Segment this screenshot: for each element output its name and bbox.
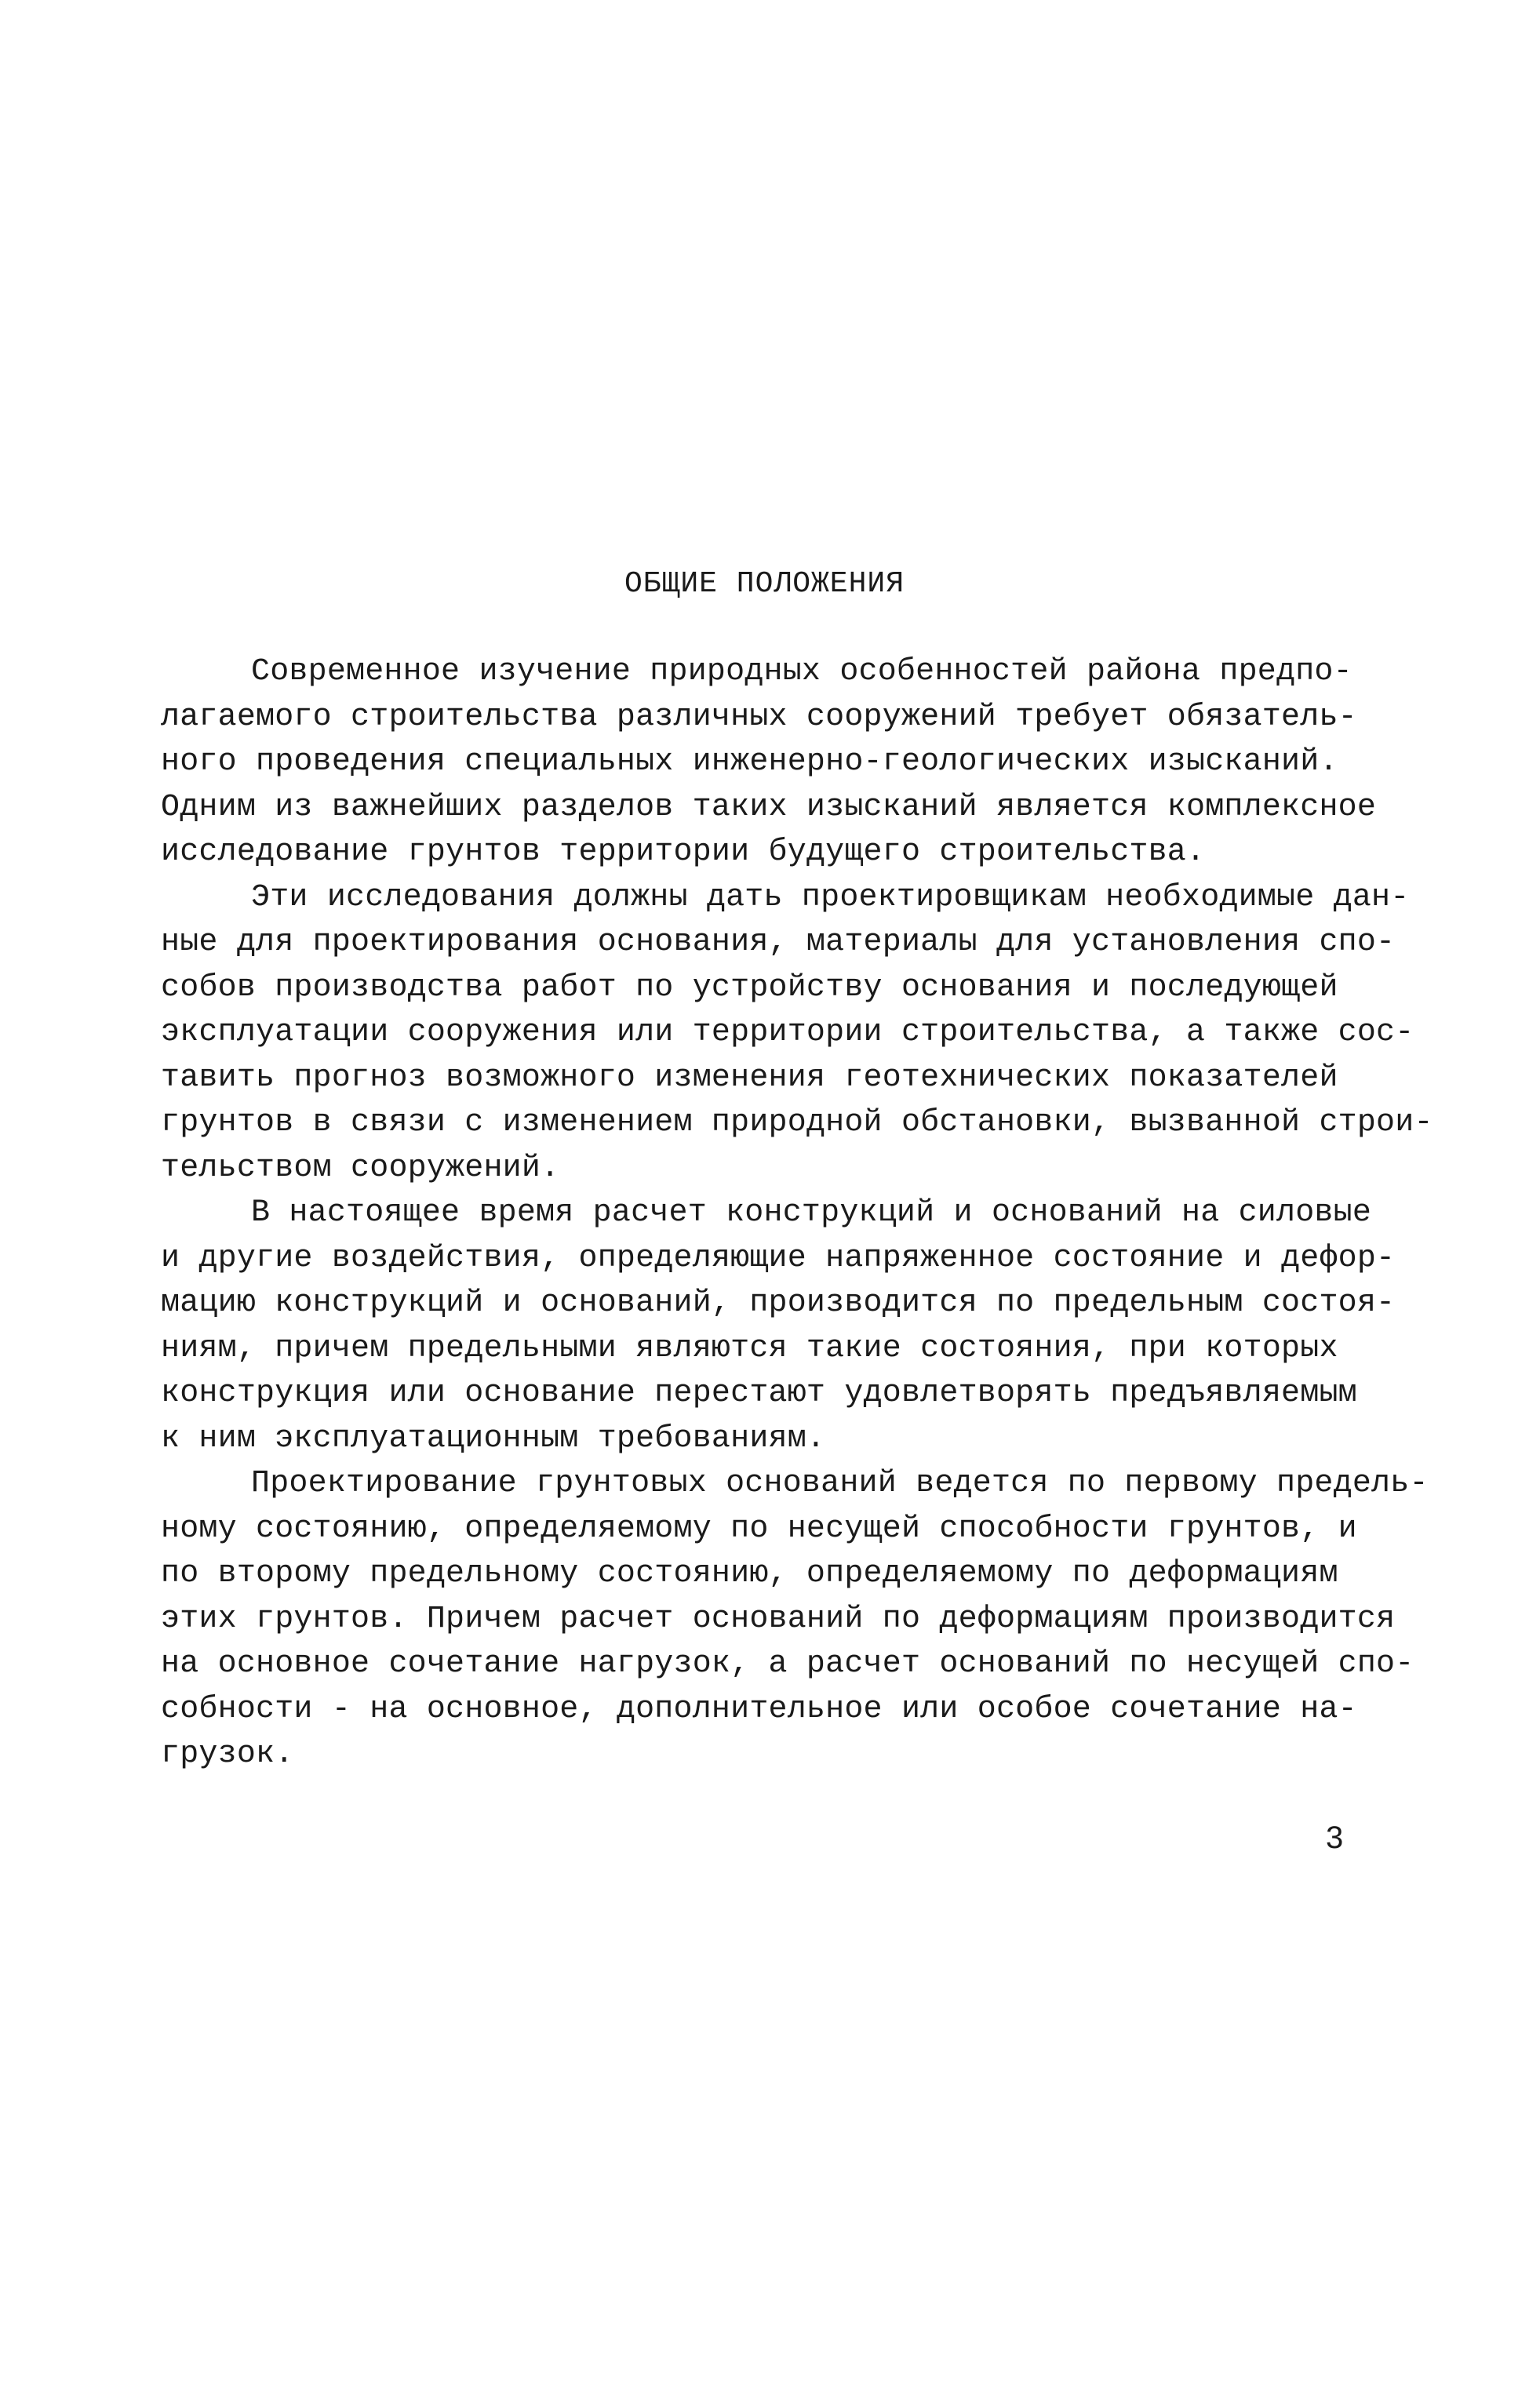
text-line: мацию конструкций и оснований, производится по предельным состоя-: [161, 1286, 1396, 1321]
text-line: В настоящее время расчет конструкций и оснований на силовые: [251, 1195, 1372, 1231]
text-line: ного проведения специальных инженерно-геологических изысканий.: [161, 744, 1338, 780]
text-line: исследование грунтов территории будущего строительства.: [161, 835, 1206, 870]
text-line: ному состоянию, определяемому по несущей способности грунтов, и: [161, 1511, 1357, 1547]
text-line: Проектирование грунтовых оснований ведется по первому предель-: [251, 1466, 1429, 1501]
body-text: [161, 649, 1433, 1777]
paragraph: [161, 649, 1385, 875]
text-line: ниям, причем предельными являются такие состояния, при которых: [161, 1330, 1338, 1366]
text-line: на основное сочетание нагрузок, а расчет оснований по несущей спо-: [161, 1646, 1414, 1682]
text-line: лагаемого строительства различных сооружений требует обязатель-: [161, 699, 1357, 735]
text-line: ные для проектирования основания, материалы для установления спо-: [161, 925, 1396, 960]
text-line: Одним из важнейших разделов таких изысканий является комплексное: [161, 789, 1377, 825]
text-line: грунтов в связи с изменением природной обстановки, вызванной строи-: [161, 1105, 1433, 1140]
paragraph: [161, 1461, 1429, 1777]
text-line: и другие воздействия, определяющие напряженное состояние и дефор-: [161, 1240, 1396, 1276]
text-line: конструкция или основание перестают удовлетворять предъявляемым: [161, 1376, 1357, 1411]
text-line: к ним эксплуатационным требованиям.: [161, 1420, 826, 1457]
text-line: грузок.: [161, 1737, 294, 1772]
paragraph: [161, 1191, 1396, 1461]
text-line: Эти исследования должны дать проектировщикам необходимые дан-: [251, 879, 1410, 915]
text-line: тельством сооружений.: [161, 1150, 560, 1186]
text-line: тавить прогноз возможного изменения геотехнических показателей: [161, 1060, 1338, 1096]
text-line: эксплуатации сооружения или территории строительства, а также сос-: [161, 1015, 1414, 1050]
section-title: ОБЩИЕ ПОЛОЖЕНИЯ: [624, 567, 905, 601]
text-line: этих грунтов. Причем расчет оснований по деформациям производится: [161, 1601, 1396, 1637]
text-line: по второму предельному состоянию, определяемому по деформациям: [161, 1556, 1338, 1591]
page-number: 3: [1326, 1821, 1344, 1855]
text-line: собов производства работ по устройству основания и последующей: [161, 969, 1338, 1006]
paragraph: [161, 875, 1433, 1191]
text-line: собности - на основное, дополнительное или особое сочетание на-: [161, 1691, 1357, 1727]
text-line: Современное изучение природных особенностей района предпо-: [251, 654, 1352, 689]
